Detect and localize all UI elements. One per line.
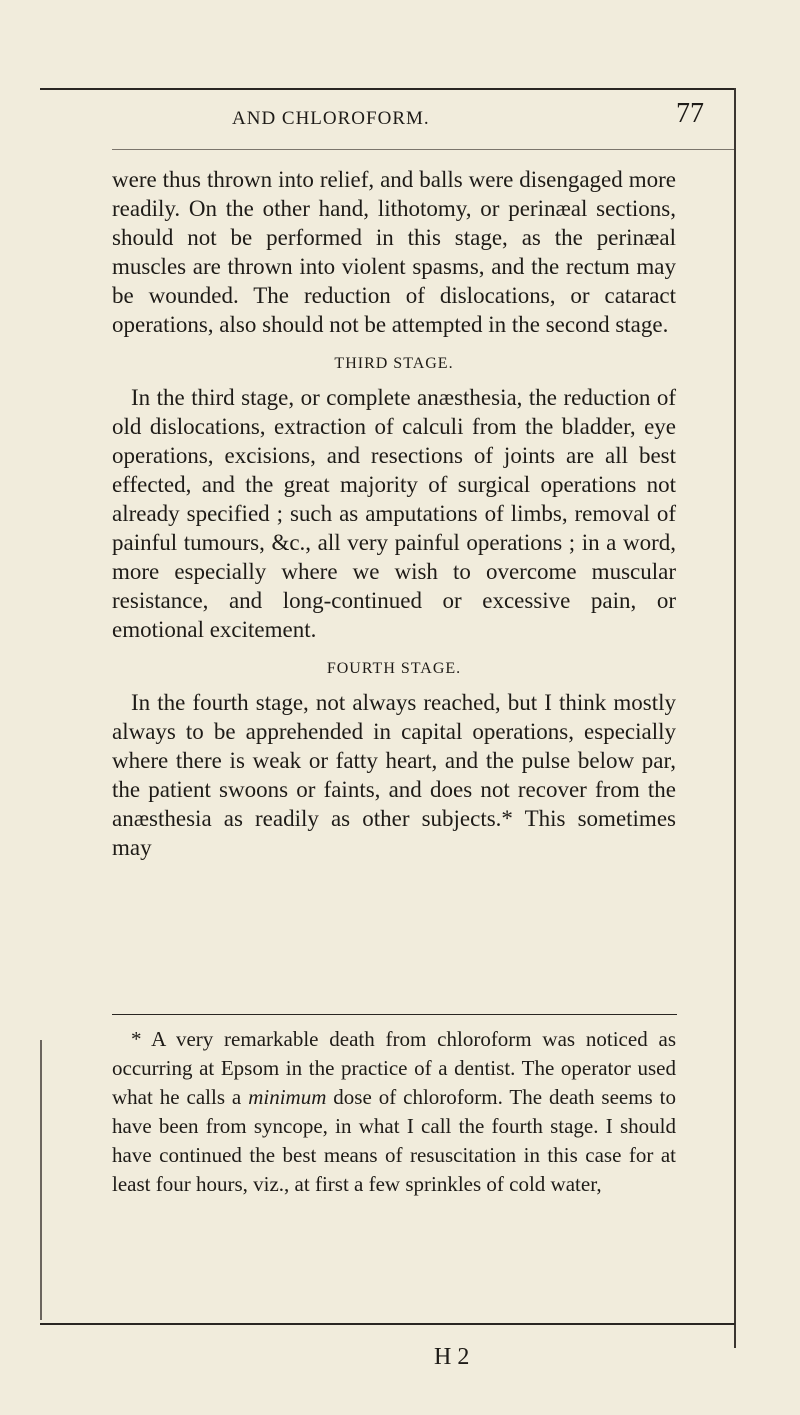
page-border-bottom [40, 1323, 735, 1325]
running-head: AND CHLOROFORM. [232, 108, 430, 129]
header-rule [112, 149, 734, 150]
footnote-italic: minimum [248, 1085, 327, 1109]
page-border-left [40, 1040, 42, 1320]
section-heading: FOURTH STAGE. [326, 660, 462, 677]
footnote-rule [112, 1014, 677, 1015]
page-border-right [734, 88, 736, 1348]
signature-mark: H 2 [434, 1344, 470, 1370]
section-heading: THIRD STAGE. [334, 355, 454, 372]
paragraph: In the fourth stage, not always reached, but I think mostly always to be apprehended in capital operations, especially where there is weak or fatty heart, and the pulse below par, the patient swoons or faints, and does not recover from the anæsthesia as readily as other subjects.* This sometimes may [112, 690, 676, 860]
footnote-text: dose of chloroform. The death seems to have been from syncope, in what I call the fourth stage. I should have continued the best means of resuscitation in this case for at least four hours, viz., at first a few sprinkles of cold water, [112, 1085, 676, 1196]
footnote-text: * A very remarkable death from chloroform was noticed as occurring at Epsom in the practice of a dentist. The operator used what he calls a [112, 1027, 676, 1109]
paragraph: were thus thrown into relief, and balls were disengaged more readily. On the other hand, lithotomy, or perinæal sections, should not be performed in this stage, as the perinæal muscles are thrown into violent spasms, and the rectum may be wounded. The reduction of dislocations, or cataract operations, also should not be attempted in the second stage. [112, 167, 676, 337]
page-number: 77 [676, 98, 704, 129]
page-border-top [40, 88, 735, 90]
paragraph: In the third stage, or complete anæsthesia, the reduction of old dislocations, extraction of calculi from the bladder, eye operations, excisions, and resections of joints are all best effected, and the great majority of surgical operations not already specified ; such as amputations of limbs, removal of painful tumours, &c., all very painful operations ; in a word, more especially where we wish to overcome muscular resistance, and long-continued or excessive pain, or emotional excitement. [112, 385, 676, 642]
footnote-paragraph [112, 1025, 676, 1199]
main-text [112, 165, 676, 862]
footnote [112, 1025, 676, 1199]
